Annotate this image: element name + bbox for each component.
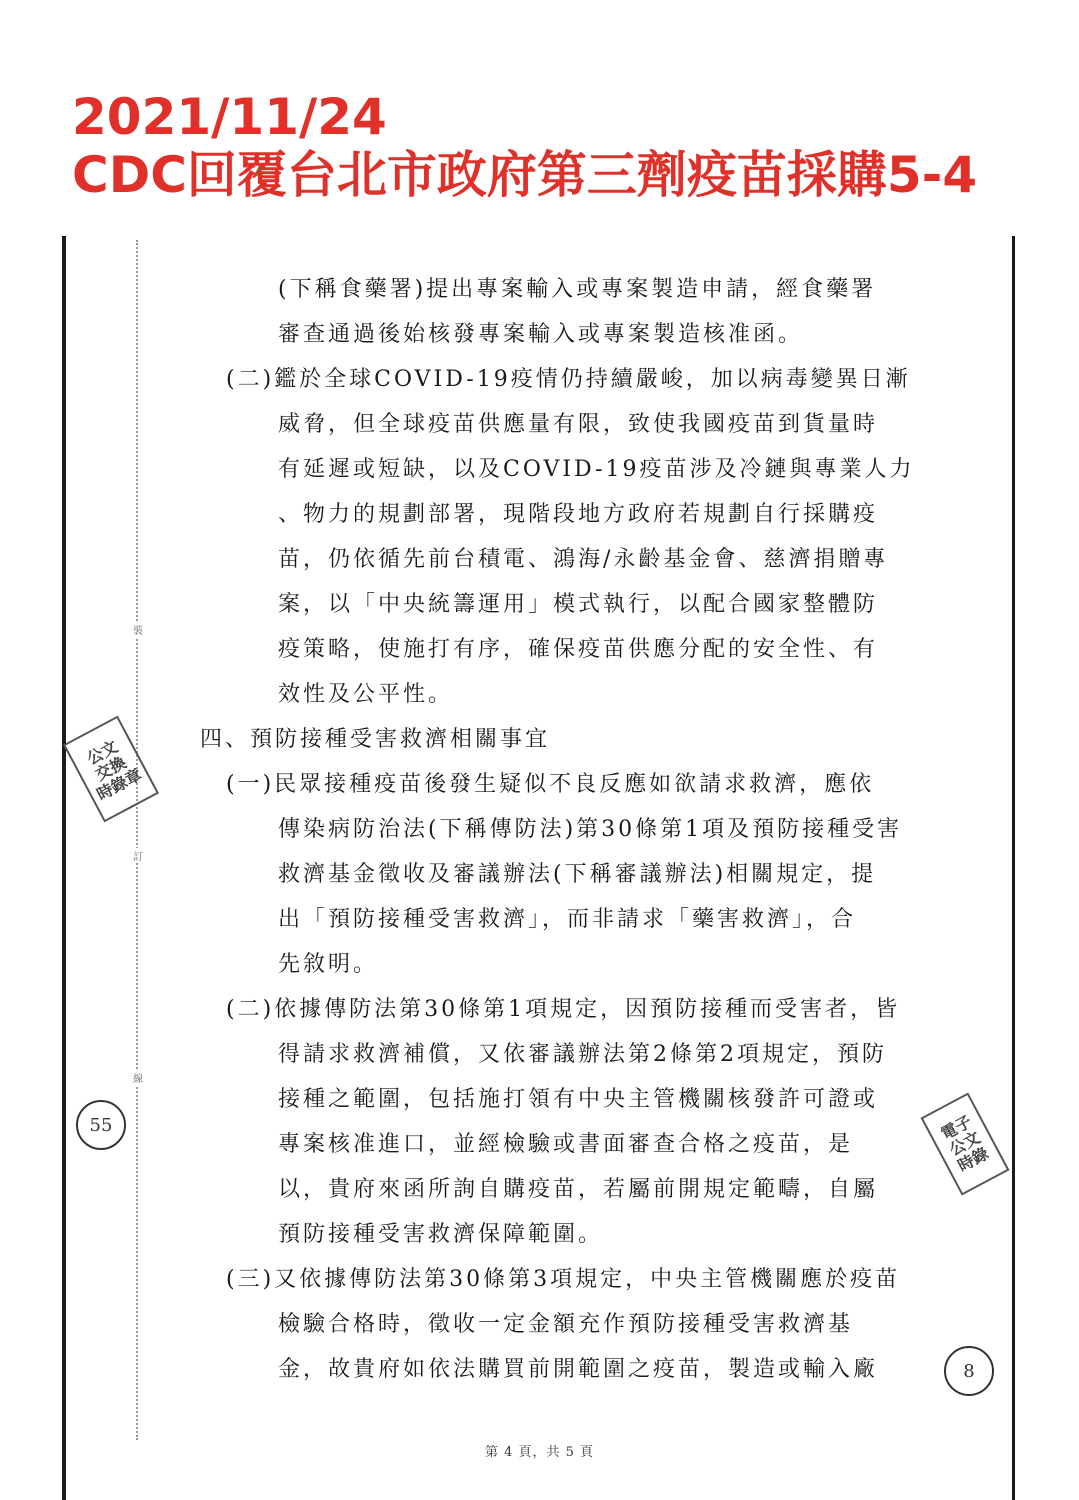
body-line: 、物力的規劃部署，現階段地方政府若規劃自行採購疫 (278, 502, 879, 527)
body-line: 審查通過後始核發專案輸入或專案製造核准函。 (278, 322, 804, 347)
document-right-border (1012, 236, 1015, 1500)
binding-mark-ding: 訂 (131, 848, 145, 863)
body-line: (三)又依據傳防法第30條第3項規定，中央主管機關應於疫苗 (226, 1267, 901, 1292)
header-date: 2021/11/24 (72, 88, 387, 146)
binding-mark-xian: 線 (131, 1070, 145, 1085)
page-header (72, 88, 977, 204)
body-line: 以，貴府來函所詢自購疫苗，若屬前開規定範疇，自屬 (278, 1177, 879, 1202)
exchange-stamp-left: 公文 交換 時錄章 (63, 716, 159, 823)
body-line: 救濟基金徵收及審議辦法(下稱審議辦法)相關規定，提 (278, 862, 877, 887)
body-line: 傳染病防治法(下稱傳防法)第30條第1項及預防接種受害 (278, 817, 903, 842)
body-line: 接種之範圍，包括施打領有中央主管機關核發許可證或 (278, 1087, 879, 1112)
body-line: 專案核准進口，並經檢驗或書面審查合格之疫苗，是 (278, 1132, 854, 1157)
body-line: 檢驗合格時，徵收一定金額充作預防接種受害救濟基 (278, 1312, 854, 1337)
body-line: 效性及公平性。 (278, 682, 454, 707)
seal-stamp-right: 8 (944, 1346, 994, 1396)
exchange-stamp-right: 電子 公文 時錄 (921, 1092, 1010, 1195)
body-line: 疫策略，使施打有序，確保疫苗供應分配的安全性、有 (278, 637, 879, 662)
body-line: (下稱食藥署)提出專案輸入或專案製造申請，經食藥署 (278, 277, 877, 302)
document-left-border (62, 236, 66, 1500)
body-line: 案，以「中央統籌運用」模式執行，以配合國家整體防 (278, 592, 879, 617)
body-line: (一)民眾接種疫苗後發生疑似不良反應如欲請求救濟，應依 (226, 772, 875, 797)
body-line: 金，故貴府如依法購買前開範圍之疫苗，製造或輸入廠 (278, 1357, 879, 1382)
binding-mark-zhuang: 裝 (131, 622, 145, 637)
body-line: 出「預防接種受害救濟」，而非請求「藥害救濟」，合 (278, 907, 857, 932)
seal-stamp-left: 55 (76, 1100, 126, 1150)
body-line: 有延遲或短缺，以及COVID-19疫苗涉及冷鏈與專業人力 (278, 457, 915, 482)
header-title: CDC回覆台北市政府第三劑疫苗採購5-4 (72, 146, 978, 204)
body-line: (二)依據傳防法第30條第1項規定，因預防接種而受害者，皆 (226, 997, 901, 1022)
page-footer: 第 4 頁，共 5 頁 (484, 1445, 595, 1460)
body-line: 苗，仍依循先前台積電、鴻海/永齡基金會、慈濟捐贈專 (278, 547, 889, 572)
body-line: 威脅，但全球疫苗供應量有限，致使我國疫苗到貨量時 (278, 412, 879, 437)
binding-dotted-line (136, 240, 138, 1440)
body-line: 得請求救濟補償，又依審議辦法第2條第2項規定，預防 (278, 1042, 887, 1067)
body-line: (二)鑑於全球COVID-19疫情仍持續嚴峻，加以病毒變異日漸 (226, 367, 911, 392)
body-line: 預防接種受害救濟保障範圍。 (278, 1222, 604, 1247)
body-line: 先敘明。 (278, 952, 379, 977)
section-heading: 四、預防接種受害救濟相關事宜 (200, 727, 551, 752)
